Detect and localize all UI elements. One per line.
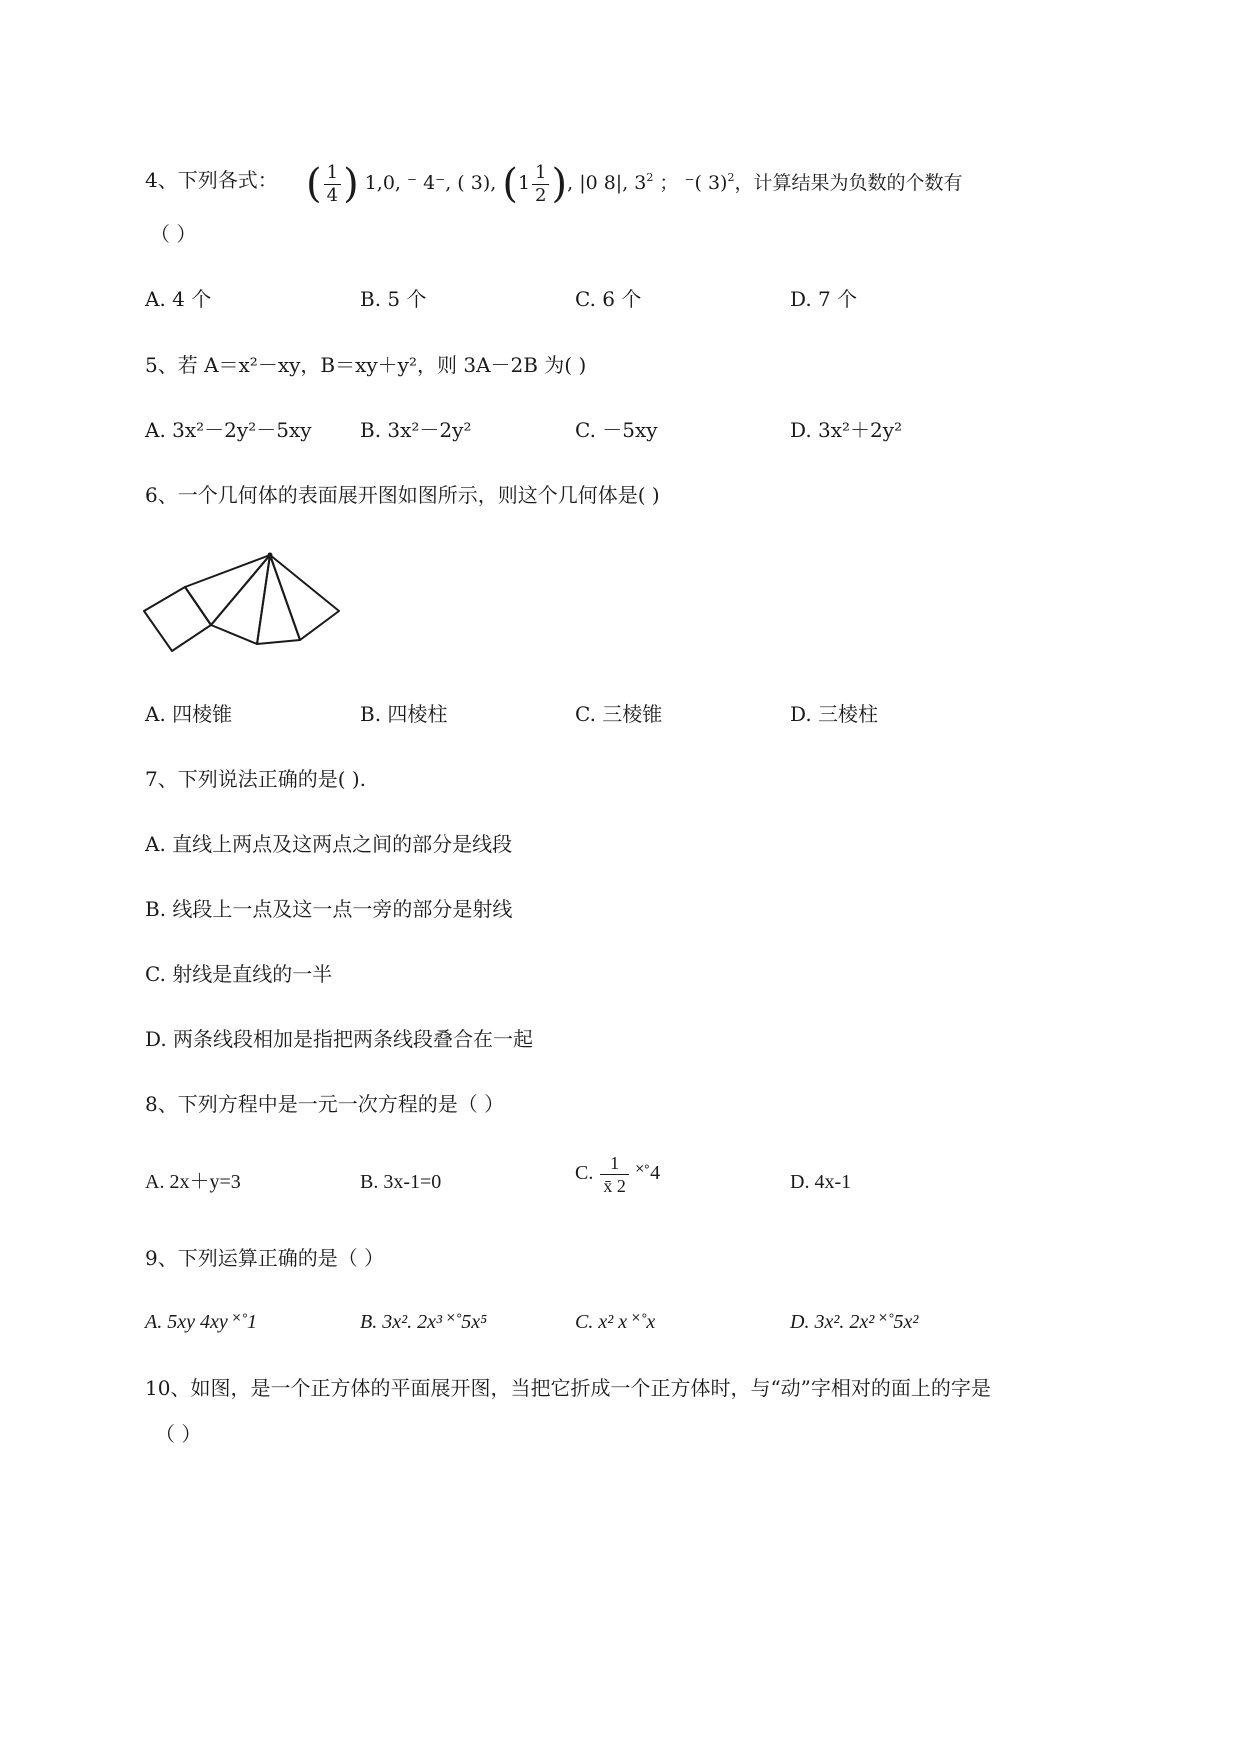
q4-expression: ( $\frac{1}{4}$ ) 1,0, ⁻ 4⁻, ( 3), (1 $\frac{1}{2}$ ), |0 8|, $3^2$ ； ⁻( 3)$^2$，计算结果为负数的个数有: [306, 161, 963, 207]
q4-items-a: 1,0, ⁻ 4⁻, ( 3),: [364, 172, 497, 194]
q8-option-a[interactable]: A. 2x＋y=3: [145, 1171, 241, 1193]
q8-stem: 8、下列方程中是一元一次方程的是（ ）: [145, 1092, 505, 1116]
q6-option-d[interactable]: D. 三棱柱: [790, 702, 879, 726]
q7-stem: 7、下列说法正确的是( ).: [145, 767, 367, 791]
q7-option-b[interactable]: B. 线段上一点及这一点一旁的部分是射线: [145, 897, 513, 921]
q10-stem: 10、如图，是一个正方体的平面展开图，当把它折成一个正方体时，与“动”字相对的面上的字是: [145, 1376, 991, 1400]
q6-triangle-face-3: [257, 555, 300, 644]
q8-option-d[interactable]: D. 4x-1: [790, 1171, 852, 1193]
q9-option-b[interactable]: B. 3x². 2x³ ˟˚5x⁵: [360, 1311, 488, 1333]
q10-answer-paren: （ ）: [155, 1422, 202, 1446]
q6-square-face: [144, 587, 211, 651]
q7-option-c[interactable]: C. 射线是直线的一半: [145, 962, 333, 986]
q4-suffix: ，计算结果为负数的个数有: [734, 172, 963, 194]
q6-triangle-face-4: [270, 555, 339, 640]
q4-option-a[interactable]: A. 4 个: [145, 287, 212, 311]
q4-items-c: ； ⁻( 3): [659, 172, 728, 194]
q4-prefix: 4、下列各式：: [145, 168, 278, 192]
q6-option-b[interactable]: B. 四棱柱: [360, 702, 448, 726]
q4-items-b: |0 8|, 3: [579, 172, 647, 194]
q5-option-d[interactable]: D. 3x²＋2y²: [790, 418, 903, 442]
q4-answer-paren: （ ）: [150, 222, 197, 246]
q9-stem: 9、下列运算正确的是（ ）: [145, 1246, 385, 1270]
q8-option-c-fraction: $\frac{1}{x̄ 2}$: [600, 1152, 629, 1197]
q5-option-b[interactable]: B. 3x²－2y²: [360, 418, 472, 442]
q4-fraction-2: $\frac{1}{2}$: [532, 162, 549, 207]
q6-triangle-face-2: [211, 555, 270, 644]
q7-option-a[interactable]: A. 直线上两点及这两点之间的部分是线段: [145, 832, 513, 856]
q9-option-c[interactable]: C. x² x ˟˚x: [575, 1311, 656, 1333]
q6-option-a[interactable]: A. 四棱锥: [145, 702, 233, 726]
q6-stem: 6、一个几何体的表面展开图如图所示，则这个几何体是( ): [145, 483, 660, 507]
q5-option-c[interactable]: C. －5xy: [575, 418, 658, 442]
q9-option-a[interactable]: A. 5xy 4xy ˟˚1: [145, 1311, 258, 1333]
q6-apex-point: [268, 553, 273, 558]
q4-option-b[interactable]: B. 5 个: [360, 287, 427, 311]
q4-fraction-1: $\frac{1}{4}$: [324, 162, 341, 207]
q4-mixed-whole: 1: [517, 172, 531, 194]
q6-option-c[interactable]: C. 三棱锥: [575, 702, 663, 726]
q8-option-b[interactable]: B. 3x-1=0: [360, 1171, 442, 1193]
q7-option-d[interactable]: D. 两条线段相加是指把两条线段叠合在一起: [145, 1027, 534, 1051]
q6-net-diagram: [140, 545, 350, 655]
q8-option-c[interactable]: C. $\frac{1}{x̄ 2}$ ˟˚4: [575, 1153, 661, 1196]
q5-stem: 5、若 A＝x²－xy，B＝xy＋y²，则 3A－2B 为( ): [145, 353, 587, 377]
q4-option-d[interactable]: D. 7 个: [790, 287, 858, 311]
q5-option-a[interactable]: A. 3x²－2y²－5xy: [145, 418, 312, 442]
q9-option-d[interactable]: D. 3x². 2x² ˟˚5x²: [790, 1311, 919, 1333]
q6-triangle-face-1: [185, 555, 270, 625]
q4-option-c[interactable]: C. 6 个: [575, 287, 642, 311]
